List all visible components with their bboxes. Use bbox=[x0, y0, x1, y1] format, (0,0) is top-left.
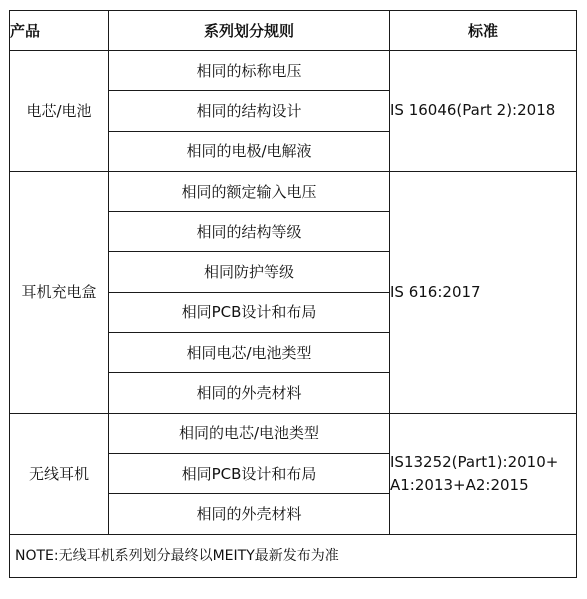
rule-cell: 相同的外壳材料 bbox=[109, 494, 390, 534]
product-cell: 耳机充电盒 bbox=[10, 171, 109, 413]
rule-cell: 相同的额定输入电压 bbox=[109, 171, 390, 211]
rule-cell: 相同的结构等级 bbox=[109, 212, 390, 252]
standard-line: IS 616:2017 bbox=[390, 282, 481, 301]
rule-cell: 相同防护等级 bbox=[109, 252, 390, 292]
rule-cell: 相同的电极/电解液 bbox=[109, 131, 390, 171]
standard-cell bbox=[390, 413, 577, 534]
product-cell: 无线耳机 bbox=[10, 413, 109, 534]
rule-cell: 相同的标称电压 bbox=[109, 51, 390, 91]
rule-cell: 相同电芯/电池类型 bbox=[109, 333, 390, 373]
standard-line: IS 16046(Part 2):2018 bbox=[390, 101, 556, 120]
rule-cell: 相同PCB设计和布局 bbox=[109, 453, 390, 493]
rule-cell: 相同的电芯/电池类型 bbox=[109, 413, 390, 453]
header-product: 产品 bbox=[10, 11, 109, 51]
rule-cell: 相同的结构设计 bbox=[109, 91, 390, 131]
table-row bbox=[10, 171, 577, 211]
series-division-table bbox=[9, 10, 577, 578]
header-rule: 系列划分规则 bbox=[109, 11, 390, 51]
rule-cell: 相同的外壳材料 bbox=[109, 373, 390, 413]
standard-line: A1:2013+A2:2015 bbox=[390, 475, 529, 494]
product-cell: 电芯/电池 bbox=[10, 51, 109, 172]
standard-line: IS13252(Part1):2010+ bbox=[390, 452, 559, 471]
header-row bbox=[10, 11, 577, 51]
standard-cell bbox=[390, 171, 577, 413]
note-row bbox=[10, 534, 577, 577]
note-text: NOTE:无线耳机系列划分最终以MEITY最新发布为准 bbox=[10, 534, 577, 577]
table-row bbox=[10, 51, 577, 91]
rule-cell: 相同PCB设计和布局 bbox=[109, 292, 390, 332]
table-row bbox=[10, 413, 577, 453]
standard-cell bbox=[390, 51, 577, 172]
header-standard: 标准 bbox=[390, 11, 577, 51]
